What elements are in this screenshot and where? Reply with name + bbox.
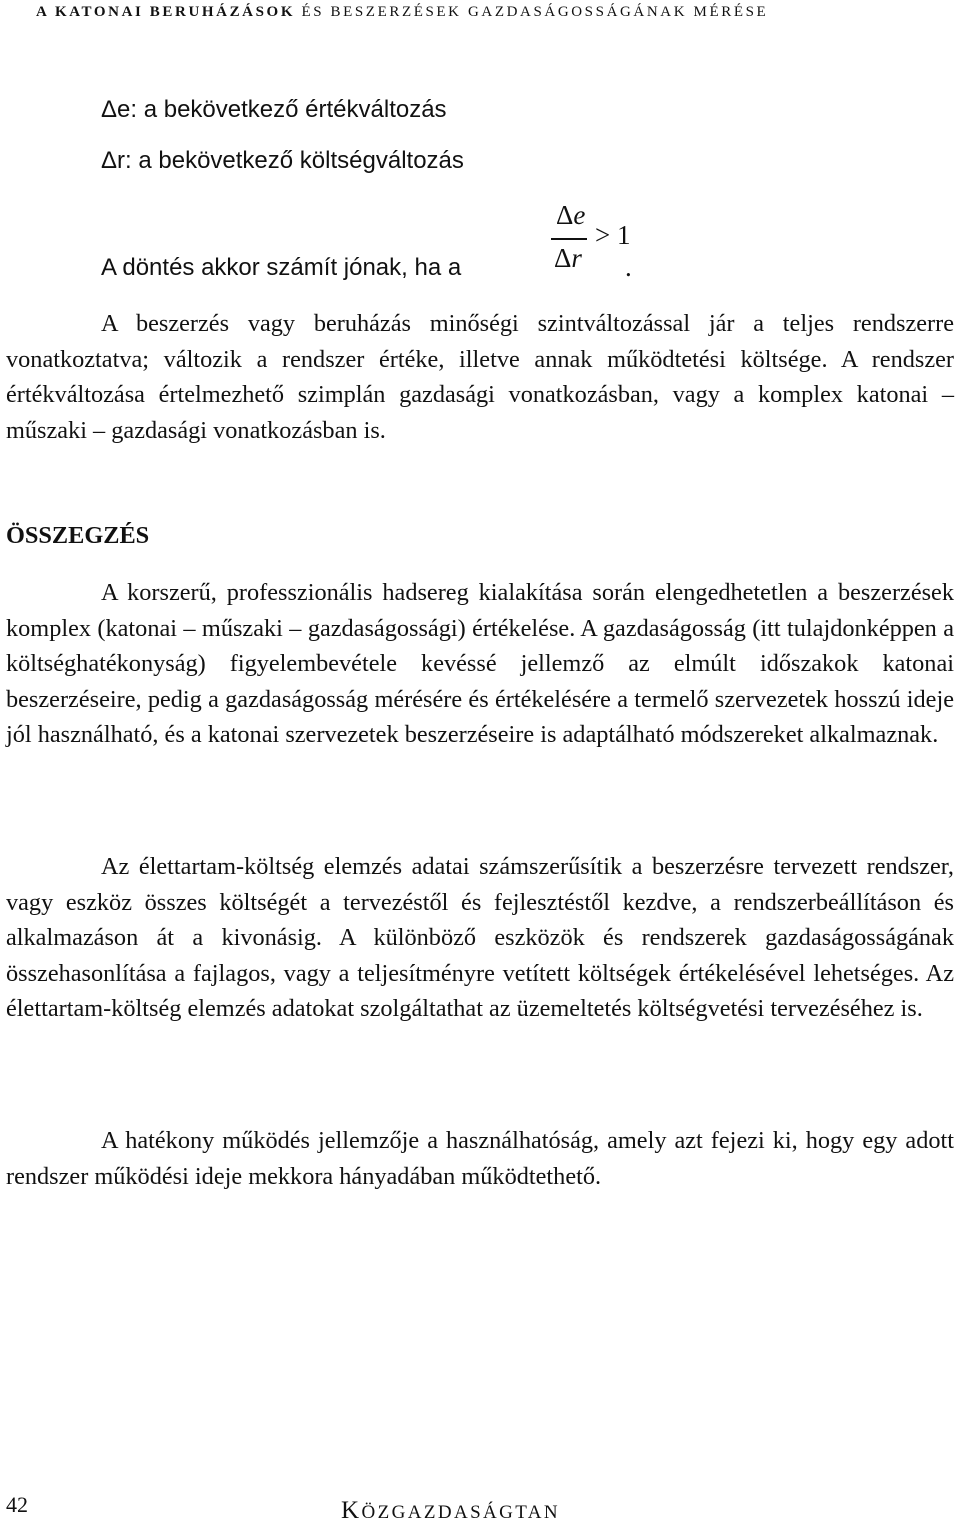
formula-denominator: Δr bbox=[554, 243, 582, 273]
journal-title bbox=[341, 1497, 560, 1525]
journal-title-rest: ÖZGAZDASÁGTAN bbox=[361, 1502, 561, 1523]
formula-numerator: Δe bbox=[556, 200, 586, 230]
journal-title-initial: K bbox=[341, 1497, 362, 1524]
running-header-rest: ÉS BESZERZÉSEK GAZDASÁGOSSÁGÁNAK MÉRÉSE bbox=[295, 4, 769, 20]
body-paragraph-2: A korszerű, professzionális hadsereg kialakítása során elengedhetetlen a beszerzések komplex (katonai – műszaki – gazdaságossági) értékelése. A gazdaságosság (itt tulajdonképpen a költséghatékonyság) figyelembevétele kevéssé jellemző az elmúlt időszakok katonai beszerzéseire, pedig a gazdaságosság mérésére és értékelésére a termelő szervezetek hosszú ideje jól használható, és a katonai szervezetek beszerzéseire is adaptálható módszereket alkalmaznak. bbox=[6, 579, 954, 749]
definition-delta-r: Δr: a bekövetkező költségváltozás bbox=[101, 147, 464, 174]
formula-relation: > 1 bbox=[595, 220, 631, 250]
running-header bbox=[36, 4, 768, 21]
formula-fraction-bar bbox=[551, 238, 587, 240]
body-paragraph-4: A hatékony működés jellemzője a használhatóság, amely azt fejezi ki, hogy egy adott rendszer működési ideje mekkora hányadában működtethető. bbox=[6, 1127, 954, 1190]
definition-delta-e: Δe: a bekövetkező értékváltozás bbox=[101, 96, 447, 123]
decision-rule-text: A döntés akkor számít jónak, ha a bbox=[101, 254, 462, 281]
decision-formula bbox=[551, 200, 661, 290]
body-paragraph-1: A beszerzés vagy beruházás minőségi szintváltozással jár a teljes rendszerre vonatkoztatva; változik a rendszer értéke, illetve annak működtetési költsége. A rendszer értékváltozása értelmezhető szimplán gazdasági vonatkozásban, vagy a komplex katonai – műszaki – gazdasági vonatkozásban is. bbox=[6, 310, 954, 444]
body-paragraph-3: Az élettartam-költség elemzés adatai számszerűsítik a beszerzésre tervezett rendszer, vagy eszköz összes költségét a tervezéstől és fejlesztéstől kezdve, a rendszerbeállításon és alkalmazáson át a kivonásig. A különböző eszközök és rendszerek gazdaságosságának összehasonlítása a fajlagos, vagy a teljesítményre vetített költségek értékelésével lehetséges. Az élettartam-költség elemzés adatokat szolgáltathat az üzemeltetés költségvetési tervezéséhez is. bbox=[6, 853, 954, 1023]
section-title: ÖSSZEGZÉS bbox=[6, 522, 150, 549]
formula-terminator: . bbox=[625, 252, 632, 282]
page-number: 42 bbox=[6, 1492, 28, 1517]
running-header-bold: A KATONAI BERUHÁZÁSOK bbox=[36, 4, 296, 20]
